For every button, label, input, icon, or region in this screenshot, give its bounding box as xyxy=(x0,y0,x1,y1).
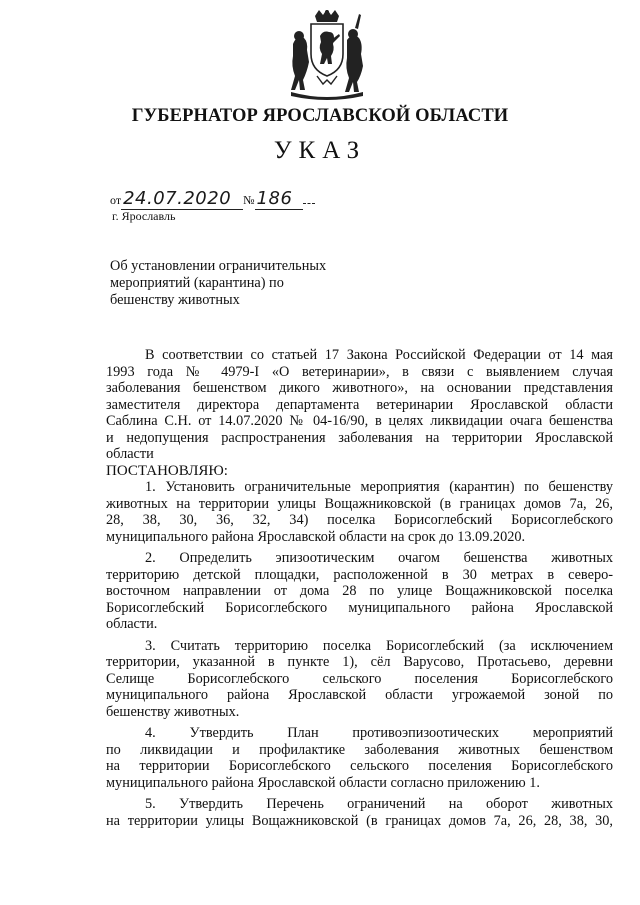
handwritten-date: 24.07.2020 xyxy=(121,188,243,210)
item-line: территорию детской площадки, расположенной в 30 метрах в северо- xyxy=(106,566,613,583)
item-line: муниципального района Ярославской области угрожаемой зоной по xyxy=(106,687,613,703)
item-line: 1. Установить ограничительные мероприятия (карантин) по бешенству xyxy=(145,479,613,495)
decree-item-2 xyxy=(106,550,613,633)
item-line: восточном направлении от дома 28 по улице Вощажниковской поселка xyxy=(106,583,613,599)
item-line: территории, указанной в пункте 1), сёл Варусово, Протасьево, деревни xyxy=(106,654,613,670)
item-line: 2. Определить эпизоотическим очагом бешенства животных xyxy=(145,550,613,566)
document-type-title: УКАЗ xyxy=(273,137,367,164)
date-prefix: от xyxy=(110,193,122,207)
preamble-line: области xyxy=(106,446,154,462)
item-line: на территории улицы Вощажниковской (в границах домов 7а, 26, 28, 38, 30, xyxy=(106,812,613,829)
handwritten-number: 186 xyxy=(255,188,303,210)
preamble-line: и недопущения распространения заболевания на территории Ярославской xyxy=(106,429,613,446)
decree-word: ПОСТАНОВЛЯЮ: xyxy=(106,462,228,479)
item-line: бешенству животных. xyxy=(106,703,240,720)
decree-item-1 xyxy=(106,479,613,545)
city-label: г. Ярославль xyxy=(112,209,176,223)
preamble-paragraph xyxy=(106,347,613,829)
subject-line: мероприятий (карантина) по xyxy=(110,275,284,291)
item-line: 5. Утвердить Перечень ограничений на оборот животных xyxy=(145,796,613,812)
item-line: на территории Борисоглебского сельского поселения Борисоглебского xyxy=(106,758,613,774)
item-line: 28, 38, 30, 36, 32, 34) поселка Борисоглебский Борисоглебского xyxy=(106,512,613,528)
decree-item-5 xyxy=(106,796,613,829)
item-line: 3. Считать территорию поселка Борисоглебский (за исключением xyxy=(145,637,613,654)
item-line: Селище Борисоглебского сельского поселения Борисоглебского xyxy=(106,670,613,687)
item-line: муниципального района Ярославской области на срок до 13.09.2020. xyxy=(106,528,526,545)
item-line: 4. Утвердить План противоэпизоотических мероприятий xyxy=(145,725,613,741)
decree-item-3 xyxy=(106,638,613,721)
decree-item-4 xyxy=(106,725,613,791)
item-line: области. xyxy=(106,616,158,632)
coat-of-arms-emblem xyxy=(287,10,367,102)
preamble-line: В соответствии со статьей 17 Закона Российской Федерации от 14 мая xyxy=(145,347,613,363)
subject-line: бешенству животных xyxy=(110,292,240,308)
number-underline-tail xyxy=(303,203,315,204)
subject-title xyxy=(110,258,370,309)
subject-line: Об установлении ограничительных xyxy=(110,258,327,274)
preamble-line: 1993 года № 4979-I «О ветеринарии», в связи с выявлением случая xyxy=(106,363,613,380)
preamble-line: Саблина С.Н. от 14.07.2020 № 04-16/90, в целях ликвидации очага бешенства xyxy=(106,413,613,429)
preamble-line: заболевания бешенством дикого животного», на основании представления xyxy=(106,380,613,396)
preamble-line: заместителя директора департамента ветеринарии Ярославской области xyxy=(106,396,613,413)
item-line: по ликвидации и профилактике заболевания животных бешенством xyxy=(106,741,613,758)
date-number-line xyxy=(110,188,315,210)
item-line: Борисоглебский Борисоглебского муниципального района Ярославской xyxy=(106,599,613,616)
item-line: животных на территории улицы Вощажниковской (в границах домов 7а, 26, xyxy=(106,495,613,512)
organization-heading: ГУБЕРНАТОР ЯРОСЛАВСКОЙ ОБЛАСТИ xyxy=(131,106,509,126)
item-line: муниципального района Ярославской области согласно приложению 1. xyxy=(106,774,540,791)
number-sign: № xyxy=(243,193,255,207)
